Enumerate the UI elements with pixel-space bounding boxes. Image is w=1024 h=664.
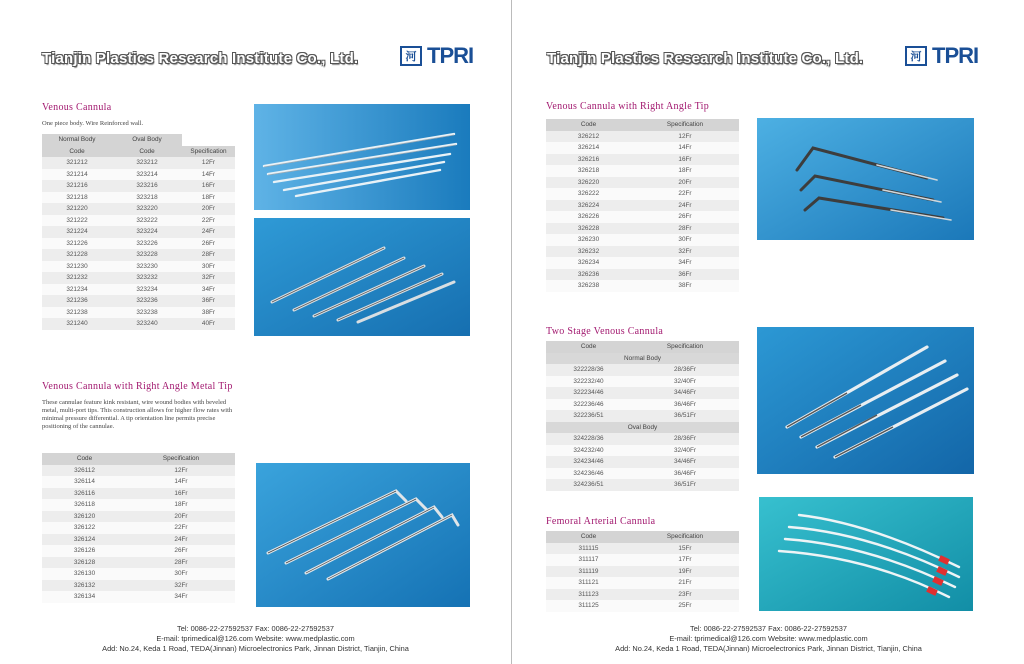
table-cell: 12Fr — [201, 159, 216, 167]
table-cell: 324236/51 — [573, 481, 604, 489]
table-cell: 321236 — [66, 297, 88, 305]
contact-footer — [513, 624, 1024, 654]
table-cell: 17Fr — [678, 556, 692, 564]
column-header-code: Code — [580, 121, 597, 129]
footer-email-line: E-mail: tprimedical@126.com Website: www.medplastic.com — [669, 634, 868, 643]
table-row — [546, 269, 739, 281]
table-cell: 36/46Fr — [673, 469, 697, 477]
table-cell: 326116 — [74, 489, 95, 497]
venous-cannula-photo — [254, 104, 470, 210]
table-cell: 28/36Fr — [673, 435, 697, 443]
table-row — [42, 465, 235, 477]
table-cell: 323234 — [136, 285, 158, 293]
table-cell: 326228 — [577, 224, 600, 232]
table-cell: 326128 — [73, 558, 96, 566]
table-cell: 323224 — [136, 228, 158, 236]
table-cell: 38Fr — [201, 308, 216, 316]
metal-tip-photo — [256, 463, 470, 607]
table-cell: 321226 — [66, 239, 88, 247]
table-cell: 32/40Fr — [673, 446, 697, 454]
footer-address-line: Add: No.24, Keda 1 Road, TEDA(Jinnan) Microelectronics Park, Jinnan District, Tianjin, China — [102, 644, 409, 653]
table-cell: 14Fr — [678, 144, 692, 152]
table-row — [42, 238, 235, 250]
table-cell: 323240 — [136, 320, 158, 328]
table-cell: 20Fr — [174, 512, 188, 520]
table-cell: 26Fr — [174, 547, 188, 555]
group-header-oval-body: Oval Body — [132, 136, 162, 144]
table-row — [42, 272, 235, 284]
table-cell: 18Fr — [174, 501, 188, 509]
footer-phone-line: Tel: 0086-22-27592537 Fax: 0086-22-27592537 — [177, 624, 334, 633]
table-cell: 30Fr — [174, 570, 188, 578]
table-row — [42, 249, 235, 261]
table-cell: 321230 — [66, 262, 88, 270]
table-cell: 322228/36 — [573, 366, 604, 374]
table-row — [546, 257, 739, 269]
table-row — [546, 364, 739, 376]
table-cell: 326134 — [73, 593, 96, 601]
table-row — [42, 307, 235, 319]
table-cell: 326236 — [577, 270, 600, 278]
table-cell: 322236/51 — [573, 412, 604, 420]
table-cell: 326224 — [577, 201, 600, 209]
table-cell: 12Fr — [174, 466, 188, 474]
table-cell: 323226 — [136, 239, 158, 247]
table-row — [42, 591, 235, 603]
table-cell: 323236 — [136, 297, 158, 305]
table-row — [546, 154, 739, 166]
table-cell: 23Fr — [678, 590, 692, 598]
tpri-logo — [905, 44, 978, 68]
table-cell: 326214 — [577, 144, 600, 152]
table-cell: 321222 — [66, 216, 88, 224]
table-cell: 24Fr — [174, 535, 188, 543]
table-cell: 321232 — [66, 274, 88, 282]
table-row — [42, 522, 235, 534]
table-row — [42, 284, 235, 296]
table-row — [546, 479, 739, 491]
group-header-oval-body: Oval Body — [546, 422, 739, 434]
table-cell: 326232 — [577, 247, 600, 255]
table-cell: 326114 — [74, 478, 95, 486]
table-cell: 323232 — [136, 274, 158, 282]
table-cell: 321216 — [66, 182, 88, 190]
table-cell: 32/40Fr — [673, 377, 697, 385]
table-cell: 321234 — [66, 285, 88, 293]
right-angle-tip-title: Venous Cannula with Right Angle Tip — [546, 101, 710, 112]
table-cell: 323214 — [136, 170, 158, 178]
table-row — [546, 566, 739, 578]
venous-cannula-title: Venous Cannula — [42, 102, 112, 113]
table-cell: 326122 — [73, 524, 96, 532]
table-row — [42, 476, 235, 488]
table-cell: 28Fr — [174, 558, 188, 566]
table-cell: 324236/46 — [573, 469, 604, 477]
table-row — [546, 200, 739, 212]
table-cell: 22Fr — [201, 216, 216, 224]
table-cell: 324232/40 — [573, 446, 604, 454]
left-page — [0, 0, 511, 664]
table-cell: 321220 — [66, 205, 88, 213]
tpri-logo — [400, 44, 473, 68]
table-row — [42, 534, 235, 546]
table-cell: 30Fr — [678, 236, 692, 244]
table-row — [42, 499, 235, 511]
table-cell: 323218 — [136, 193, 158, 201]
table-row — [42, 295, 235, 307]
table-cell: 326226 — [577, 213, 600, 221]
table-cell: 36/51Fr — [673, 412, 697, 420]
table-row — [546, 131, 739, 143]
table-cell: 326212 — [577, 132, 600, 140]
table-cell: 311125 — [578, 602, 599, 610]
table-cell: 16Fr — [174, 489, 188, 497]
table-row — [42, 180, 235, 192]
table-row — [546, 468, 739, 480]
company-name: Tianjin Plastics Research Institute Co., Ltd. — [42, 50, 359, 67]
table-cell: 326124 — [73, 535, 96, 543]
column-header-code: Code — [76, 455, 93, 463]
two-stage-photo — [757, 327, 974, 474]
table-cell: 326238 — [577, 282, 600, 290]
table-cell: 32Fr — [201, 274, 216, 282]
table-row — [546, 177, 739, 189]
table-cell: 321212 — [66, 159, 88, 167]
table-cell: 34Fr — [201, 285, 216, 293]
table-cell: 321218 — [66, 193, 88, 201]
table-cell: 22Fr — [174, 524, 188, 532]
table-row — [546, 410, 739, 422]
femoral-table — [546, 531, 739, 612]
table-cell: 34Fr — [174, 593, 188, 601]
table-cell: 326126 — [73, 547, 96, 555]
table-row — [546, 142, 739, 154]
table-cell: 16Fr — [678, 155, 692, 163]
table-cell: 322232/40 — [573, 377, 604, 385]
table-cell: 24Fr — [678, 201, 692, 209]
column-header-specification: Specification — [666, 343, 704, 351]
table-row — [546, 554, 739, 566]
table-cell: 26Fr — [201, 239, 216, 247]
table-cell: 34/46Fr — [673, 389, 697, 397]
table-cell: 326120 — [73, 512, 96, 520]
venous-cannula-description: One piece body. Wire Reinforced wall. — [42, 120, 144, 127]
contact-footer — [0, 624, 511, 654]
table-cell: 12Fr — [678, 132, 692, 140]
table-row — [42, 203, 235, 215]
table-row — [546, 387, 739, 399]
two-stage-table — [546, 341, 739, 491]
table-cell: 36Fr — [678, 270, 692, 278]
table-cell: 311115 — [578, 544, 599, 552]
table-cell: 323230 — [136, 262, 158, 270]
table-cell: 321228 — [66, 251, 88, 259]
right-angle-tip-photo — [757, 118, 974, 240]
table-cell: 321224 — [66, 228, 88, 236]
table-cell: 28Fr — [201, 251, 216, 259]
table-cell: 18Fr — [201, 193, 216, 201]
table-row — [42, 215, 235, 227]
table-cell: 36/51Fr — [673, 481, 697, 489]
tpri-logo-text: TPRI — [427, 43, 474, 68]
tpri-logo-text: TPRI — [932, 43, 979, 68]
footer-email-line: E-mail: tprimedical@126.com Website: www.medplastic.com — [156, 634, 355, 643]
page-divider — [511, 0, 512, 664]
table-cell: 311117 — [578, 556, 599, 564]
table-cell: 326130 — [73, 570, 96, 578]
table-row — [546, 456, 739, 468]
table-cell: 326218 — [577, 167, 600, 175]
table-row — [42, 568, 235, 580]
table-cell: 40Fr — [201, 320, 216, 328]
table-cell: 21Fr — [678, 579, 692, 587]
right-angle-tip-table — [546, 119, 739, 292]
table-row — [546, 223, 739, 235]
column-header-specification: Specification — [666, 533, 704, 541]
table-cell: 36Fr — [201, 297, 216, 305]
table-cell: 36/46Fr — [673, 400, 697, 408]
table-cell: 22Fr — [678, 190, 692, 198]
footer-address-line: Add: No.24, Keda 1 Road, TEDA(Jinnan) Microelectronics Park, Jinnan District, Tianjin, China — [615, 644, 922, 653]
table-cell: 15Fr — [678, 544, 692, 552]
table-cell: 25Fr — [678, 602, 692, 610]
table-cell: 321238 — [66, 308, 88, 316]
footer-phone-line: Tel: 0086-22-27592537 Fax: 0086-22-27592537 — [690, 624, 847, 633]
table-row — [546, 543, 739, 555]
venous-cannula-photo-2 — [254, 218, 470, 336]
table-cell: 324234/46 — [573, 458, 604, 466]
tpri-logo-icon: 河 — [905, 46, 927, 66]
table-cell: 32Fr — [174, 581, 188, 589]
table-row — [42, 511, 235, 523]
company-name: Tianjin Plastics Research Institute Co., Ltd. — [547, 50, 864, 67]
table-row — [546, 234, 739, 246]
table-row — [42, 580, 235, 592]
table-cell: 34/46Fr — [673, 458, 697, 466]
table-row — [42, 488, 235, 500]
table-cell: 14Fr — [201, 170, 216, 178]
table-cell: 311121 — [578, 579, 599, 587]
column-header-code: Code — [69, 147, 85, 155]
table-row — [546, 577, 739, 589]
table-cell: 323228 — [136, 251, 158, 259]
table-cell: 311119 — [578, 567, 599, 575]
table-cell: 14Fr — [174, 478, 188, 486]
table-cell: 32Fr — [678, 247, 692, 255]
table-cell: 322234/46 — [573, 389, 604, 397]
table-cell: 19Fr — [678, 567, 692, 575]
table-row — [546, 280, 739, 292]
column-header-specification: Specification — [162, 455, 200, 463]
table-row — [546, 376, 739, 388]
table-cell: 18Fr — [678, 167, 692, 175]
table-row — [42, 226, 235, 238]
table-cell: 16Fr — [201, 182, 216, 190]
column-header-code: Code — [139, 147, 155, 155]
table-cell: 321240 — [66, 320, 88, 328]
table-cell: 323220 — [136, 205, 158, 213]
table-row — [42, 557, 235, 569]
table-cell: 323222 — [136, 216, 158, 224]
table-row — [546, 433, 739, 445]
table-cell: 28/36Fr — [673, 366, 697, 374]
table-cell: 311123 — [578, 590, 599, 598]
table-cell: 26Fr — [678, 213, 692, 221]
table-row — [546, 246, 739, 258]
femoral-title: Femoral Arterial Cannula — [546, 516, 656, 527]
table-cell: 20Fr — [201, 205, 216, 213]
table-row — [42, 169, 235, 181]
table-cell: 321214 — [66, 170, 88, 178]
table-row — [42, 545, 235, 557]
table-cell: 322236/46 — [573, 400, 604, 408]
column-header-specification: Specification — [190, 147, 227, 155]
table-row — [546, 445, 739, 457]
table-cell: 20Fr — [678, 178, 692, 186]
table-cell: 326220 — [577, 178, 600, 186]
table-cell: 323238 — [136, 308, 158, 316]
table-row — [546, 589, 739, 601]
table-row — [546, 165, 739, 177]
venous-cannula-table — [42, 134, 235, 330]
column-header-code: Code — [580, 533, 597, 541]
group-header-normal-body: Normal Body — [546, 353, 739, 365]
table-cell: 28Fr — [678, 224, 692, 232]
table-row — [42, 192, 235, 204]
table-row — [42, 157, 235, 169]
table-cell: 323212 — [136, 159, 158, 167]
table-cell: 326230 — [577, 236, 600, 244]
group-header-normal-body: Normal Body — [58, 136, 96, 144]
table-cell: 326132 — [73, 581, 96, 589]
table-row — [42, 318, 235, 330]
table-row — [42, 261, 235, 273]
table-row — [546, 188, 739, 200]
table-row — [546, 399, 739, 411]
table-cell: 326216 — [577, 155, 600, 163]
table-cell: 34Fr — [678, 259, 692, 267]
table-cell: 326112 — [74, 466, 95, 474]
table-row — [546, 211, 739, 223]
column-header-specification: Specification — [666, 121, 704, 129]
femoral-photo — [759, 497, 973, 611]
table-cell: 326234 — [577, 259, 600, 267]
table-cell: 24Fr — [201, 228, 216, 236]
metal-tip-title: Venous Cannula with Right Angle Metal Tip — [42, 381, 233, 392]
table-cell: 323216 — [136, 182, 158, 190]
metal-tip-description: These cannulae feature kink resistant, wire wound bodies with beveled metal, multi-port tips. This construction allows for higher flow rates with minimal pressure differential. A tip orientation line permits precise positioning of the cannulae. — [42, 399, 233, 430]
two-stage-title: Two Stage Venous Cannula — [546, 326, 664, 337]
table-cell: 326118 — [74, 501, 95, 509]
table-cell: 30Fr — [201, 262, 216, 270]
table-cell: 38Fr — [678, 282, 692, 290]
table-cell: 326222 — [577, 190, 600, 198]
right-page — [513, 0, 1024, 664]
table-row — [546, 600, 739, 612]
tpri-logo-icon: 河 — [400, 46, 422, 66]
column-header-code: Code — [580, 343, 597, 351]
metal-tip-table — [42, 453, 235, 603]
table-cell: 324228/36 — [573, 435, 604, 443]
